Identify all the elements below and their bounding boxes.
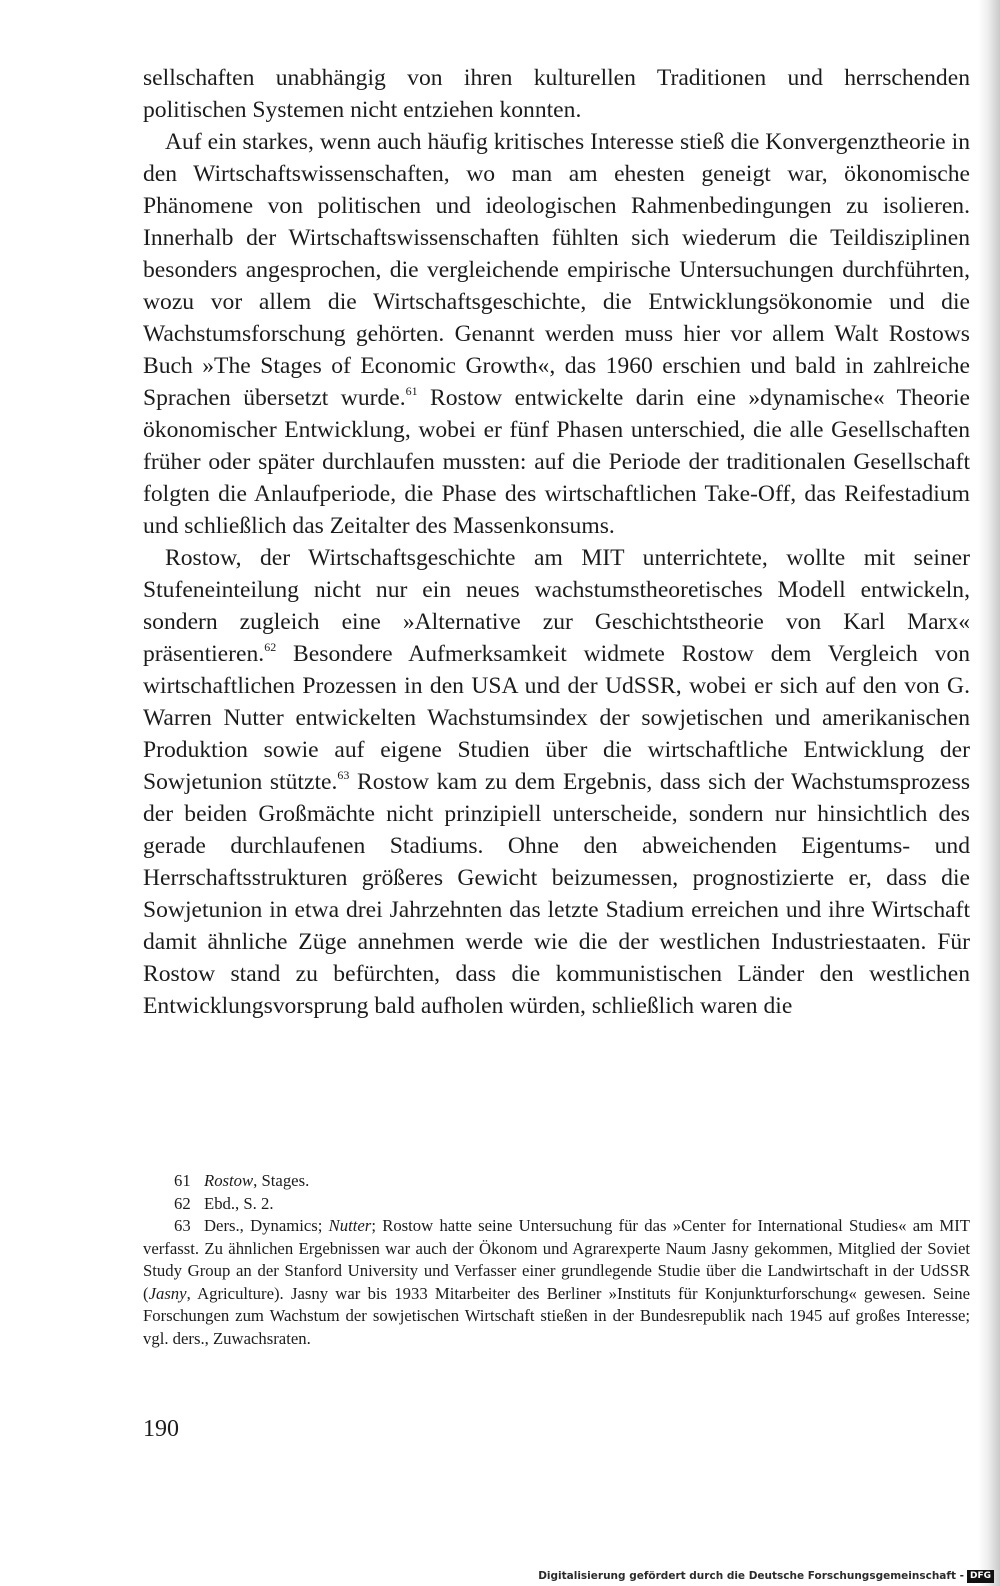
text-run: Auf ein starkes, wenn auch häufig kritisches Interesse stieß die Konvergenztheorie in den Wirtschaftswissenschaften, wo man am ehesten geneigt war, ökonomische Phänomene von politischen und ideologischen Rahmenbedingungen zu isolieren. Innerhalb der Wirtschaftswissenschaften fühlten sich wiederum die Teildisziplinen besonders angesprochen, die vergleichende empirische Untersuchungen durchführten, wozu vor allem die Wirtschaftsgeschichte, die Entwicklungsökonomie und die Wachstumsforschung gehörten. Genannt werden muss hier vor allem Walt Rostows Buch »The Stages of Economic Growth«, das 1960 erschien und bald in zahlreiche Sprachen übersetzt wurde. <box>143 129 970 411</box>
main-text <box>143 62 970 1022</box>
dfg-logo: DFG <box>967 1570 994 1583</box>
footnotes <box>143 1170 970 1350</box>
text-run: Rostow kam zu dem Ergebnis, dass sich der Wachstumsprozess der beiden Großmächte nicht prinzipiell unterscheide, sondern nur hinsichtlich des gerade durchlaufenen Stadiums. Ohne den abweichenden Eigentums- und Herrschaftsstrukturen größeres Gewicht beizumessen, prognostizierte er, dass die Sowjetunion in etwa drei Jahrzehnten das letzte Stadium erreichen und ihre Wirtschaft damit ähnliche Züge annehmen werde wie die der westlichen Industriestaaten. Für Rostow stand zu befürchten, dass die kommunistischen Länder den westlichen Entwicklungsvorsprung bald aufholen würden, schließlich waren die <box>143 769 971 1019</box>
text-run: Ders., Dynamics; <box>204 1216 329 1235</box>
footnote-reference: 63 <box>337 768 350 783</box>
text-run: ; Rostow hatte seine Untersuchung für das »Center for International Studies« am MIT verfasst. Zu ähnlichen Ergebnissen war auch der Ökonom und Agrarexperte Naum Jasny gekommen, Mitglied der Soviet Study Group an der Stanford University und Verfasser einer grundlegende Studie über die Landwirtschaft in der UdSSR ( <box>143 1216 970 1303</box>
footnote-reference: 61 <box>405 384 418 399</box>
body-paragraph <box>143 62 970 126</box>
page-edge-shadow <box>978 0 1000 1586</box>
body-paragraph <box>143 542 970 1022</box>
text-run: Rostow, der Wirtschaftsgeschichte am MIT unterrichtete, wollte mit seiner Stufeneinteilung nicht nur ein neues wachstumstheoretisches Modell entwickeln, sondern zugleich eine »Alternative zur Geschichtstheorie von Karl Marx« präsentieren. <box>143 545 970 667</box>
footnote <box>143 1193 970 1216</box>
footnote <box>143 1170 970 1193</box>
footnote <box>143 1215 970 1350</box>
text-run: Rostow entwickelte darin eine »dynamische« Theorie ökonomischer Entwicklung, wobei er fünf Phasen unterschied, die alle Gesellschaften früher oder später durchlaufen mussten: auf die Periode der traditionalen Gesellschaft folgten die Anlaufperiode, die Phase des wirtschaftlichen Take-Off, das Reifestadium und schließlich das Zeitalter des Massenkonsums. <box>143 385 970 539</box>
footnote-number: 61 <box>174 1171 191 1190</box>
footnote-number: 63 <box>174 1216 191 1235</box>
text-run: sellschaften unabhängig von ihren kulturellen Traditionen und herrschenden politischen Systemen nicht entziehen konnten. <box>143 65 970 123</box>
dfg-credit <box>538 1569 994 1583</box>
text-run: , Stages. <box>253 1171 310 1190</box>
page-number: 190 <box>143 1416 179 1442</box>
italic-author-name: Jasny <box>148 1283 187 1303</box>
dfg-credit-text: Digitalisierung gefördert durch die Deutsche Forschungsgemeinschaft - <box>538 1570 964 1582</box>
italic-author-name: Rostow <box>204 1171 254 1190</box>
text-run: , Agriculture). Jasny war bis 1933 Mitarbeiter des Berliner »Instituts für Konjunkturforschung« gewesen. Seine Forschungen zum Wachstum der sowjetischen Wirtschaft stießen in der Bundesrepublik nach 1945 auf großes Interesse; vgl. ders., Zuwachsraten. <box>143 1283 970 1348</box>
footnote-reference: 62 <box>264 640 277 655</box>
text-run: Besondere Aufmerksamkeit widmete Rostow dem Vergleich von wirtschaftlichen Prozessen in den USA und der UdSSR, wobei er sich auf den von G. Warren Nutter entwickelten Wachstumsindex der sowjetischen und amerikanischen Produktion sowie auf eigene Studien über die wirtschaftliche Entwicklung der Sowjetunion stützte. <box>143 641 970 795</box>
footnote-number: 62 <box>174 1193 191 1213</box>
body-paragraph <box>143 126 970 542</box>
italic-author-name: Nutter <box>328 1216 372 1235</box>
text-run: Ebd., S. 2. <box>204 1193 274 1213</box>
